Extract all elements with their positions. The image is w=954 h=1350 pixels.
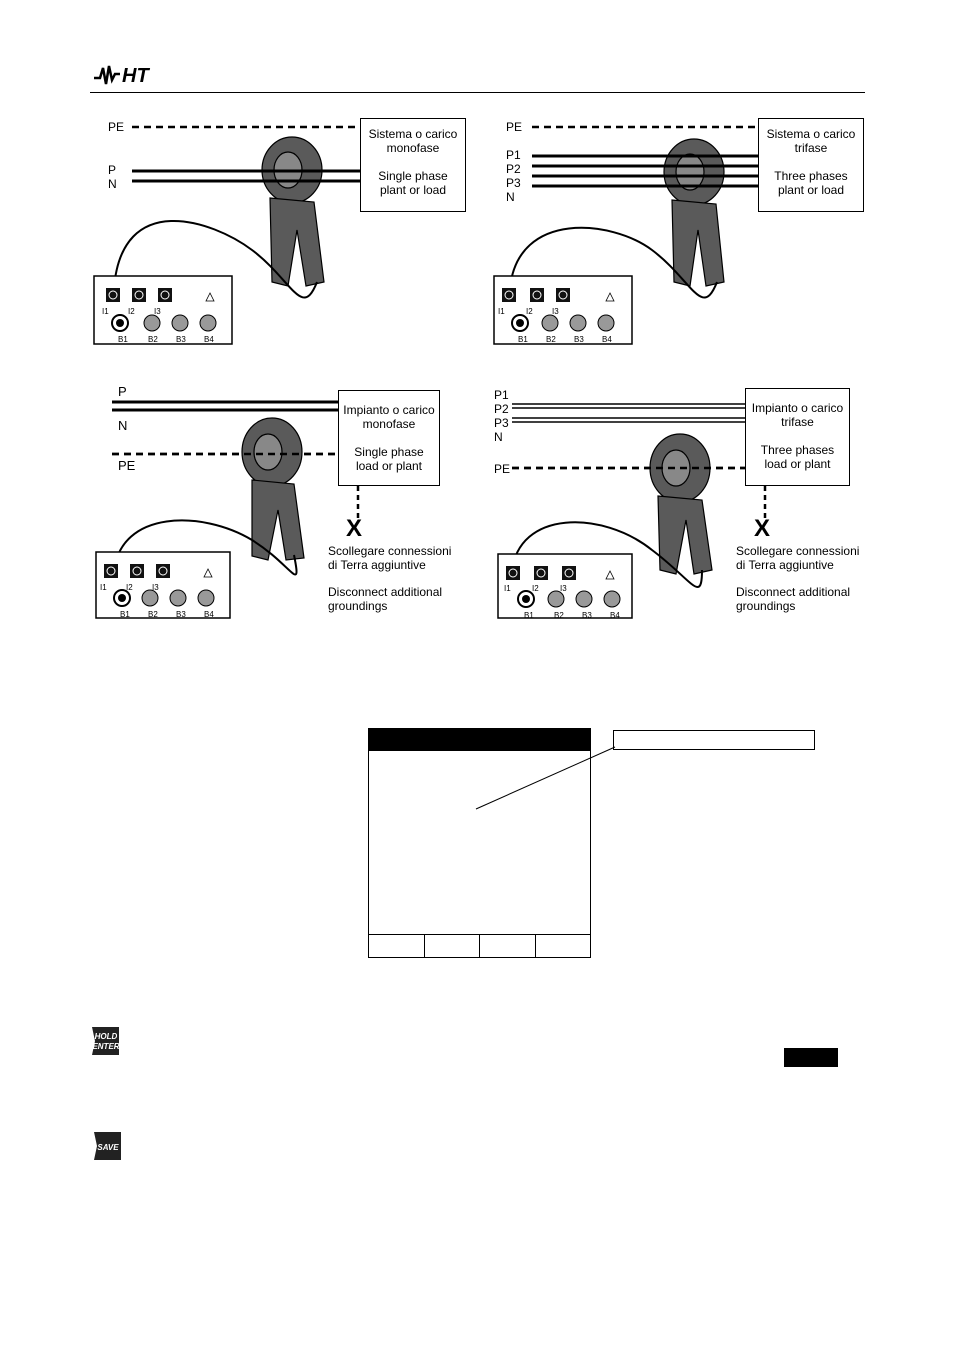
input-label-i3: I3 — [552, 307, 559, 316]
terminal-label-b2: B2 — [546, 335, 556, 344]
input-label-i2: I2 — [128, 307, 135, 316]
diagram-three-phase-system — [492, 110, 872, 350]
load-box: Impianto o carico trifase Three phases load or plant — [745, 388, 850, 486]
input-label-i2: I2 — [526, 307, 533, 316]
input-label-i3: I3 — [154, 307, 161, 316]
line-label-pe: PE — [506, 120, 523, 134]
line-label-p1: P1 — [506, 148, 521, 162]
softkey-3[interactable] — [479, 935, 535, 957]
svg-text:HOLD: HOLD — [94, 1032, 118, 1041]
line-label-n: N — [108, 177, 117, 191]
callout-label-box — [613, 730, 815, 750]
terminal-label-b3: B3 — [176, 610, 186, 619]
line-label-pe: PE — [494, 462, 511, 476]
display-softkey-bar — [369, 934, 590, 957]
terminal-label-b2: B2 — [554, 611, 564, 620]
header-rule — [90, 92, 865, 93]
terminal-label-b1: B1 — [524, 611, 534, 620]
line-label-p: P — [108, 163, 117, 177]
diagram-single-phase-plant — [92, 380, 472, 625]
disconnect-note-en: Disconnect additional groundings — [736, 585, 851, 613]
line-label-p2: P2 — [494, 402, 509, 416]
input-label-i1: I1 — [498, 307, 505, 316]
line-label-p3: P3 — [506, 176, 521, 190]
terminal-label-b3: B3 — [582, 611, 592, 620]
terminal-label-b1: B1 — [120, 610, 130, 619]
load-box: Sistema o carico trifase Three phases plant or load — [758, 118, 864, 212]
input-label-i3: I3 — [560, 584, 567, 593]
disconnect-note-en: Disconnect additional groundings — [328, 585, 443, 613]
line-label-n: N — [494, 430, 503, 444]
clamp-meter — [262, 137, 324, 286]
hold-enter-key-icon — [89, 1025, 121, 1057]
softkey-4[interactable] — [535, 935, 591, 957]
input-label-i1: I1 — [102, 307, 109, 316]
input-label-i2: I2 — [126, 583, 133, 592]
terminal-label-b1: B1 — [118, 335, 128, 344]
terminal-label-b4: B4 — [204, 610, 214, 619]
terminal-label-b4: B4 — [610, 611, 620, 620]
diagram-three-phase-plant — [492, 380, 872, 625]
highlight-bar — [784, 1048, 838, 1067]
softkey-2[interactable] — [424, 935, 480, 957]
softkey-1[interactable] — [369, 935, 424, 957]
svg-text:SAVE: SAVE — [97, 1143, 119, 1152]
input-label-i3: I3 — [152, 583, 159, 592]
line-label-n: N — [118, 418, 128, 433]
terminal-label-b2: B2 — [148, 610, 158, 619]
line-label-pe: PE — [108, 120, 125, 134]
load-box: Sistema o carico monofase Single phase plant or load — [360, 118, 466, 212]
disconnect-x-mark: X — [346, 515, 363, 542]
terminal-label-b3: B3 — [176, 335, 186, 344]
terminal-label-b2: B2 — [148, 335, 158, 344]
disconnect-note-it: Scollegare connessioni di Terra aggiuntive — [736, 544, 860, 572]
save-key-icon — [91, 1130, 123, 1162]
diagram-single-phase-system — [92, 110, 472, 350]
input-label-i1: I1 — [100, 583, 107, 592]
line-label-pe: PE — [118, 458, 136, 473]
line-label-p: P — [118, 384, 127, 399]
line-label-p3: P3 — [494, 416, 509, 430]
terminal-label-b1: B1 — [518, 335, 528, 344]
clamp-meter — [664, 139, 724, 286]
input-label-i1: I1 — [504, 584, 511, 593]
disconnect-note-it: Scollegare connessioni di Terra aggiuntive — [328, 544, 452, 572]
terminal-label-b4: B4 — [602, 335, 612, 344]
logo-text: HT — [122, 65, 149, 87]
line-label-n: N — [506, 190, 515, 204]
disconnect-x-mark: X — [754, 515, 771, 542]
clamp-meter — [650, 434, 712, 574]
input-label-i2: I2 — [532, 584, 539, 593]
terminal-label-b4: B4 — [204, 335, 214, 344]
svg-text:ENTER: ENTER — [92, 1042, 120, 1051]
ht-logo — [92, 60, 172, 88]
callout-leader-line — [470, 745, 620, 815]
line-label-p2: P2 — [506, 162, 521, 176]
load-box: Impianto o carico monofase Single phase load or plant — [338, 390, 440, 486]
terminal-label-b3: B3 — [574, 335, 584, 344]
line-label-p1: P1 — [494, 388, 509, 402]
